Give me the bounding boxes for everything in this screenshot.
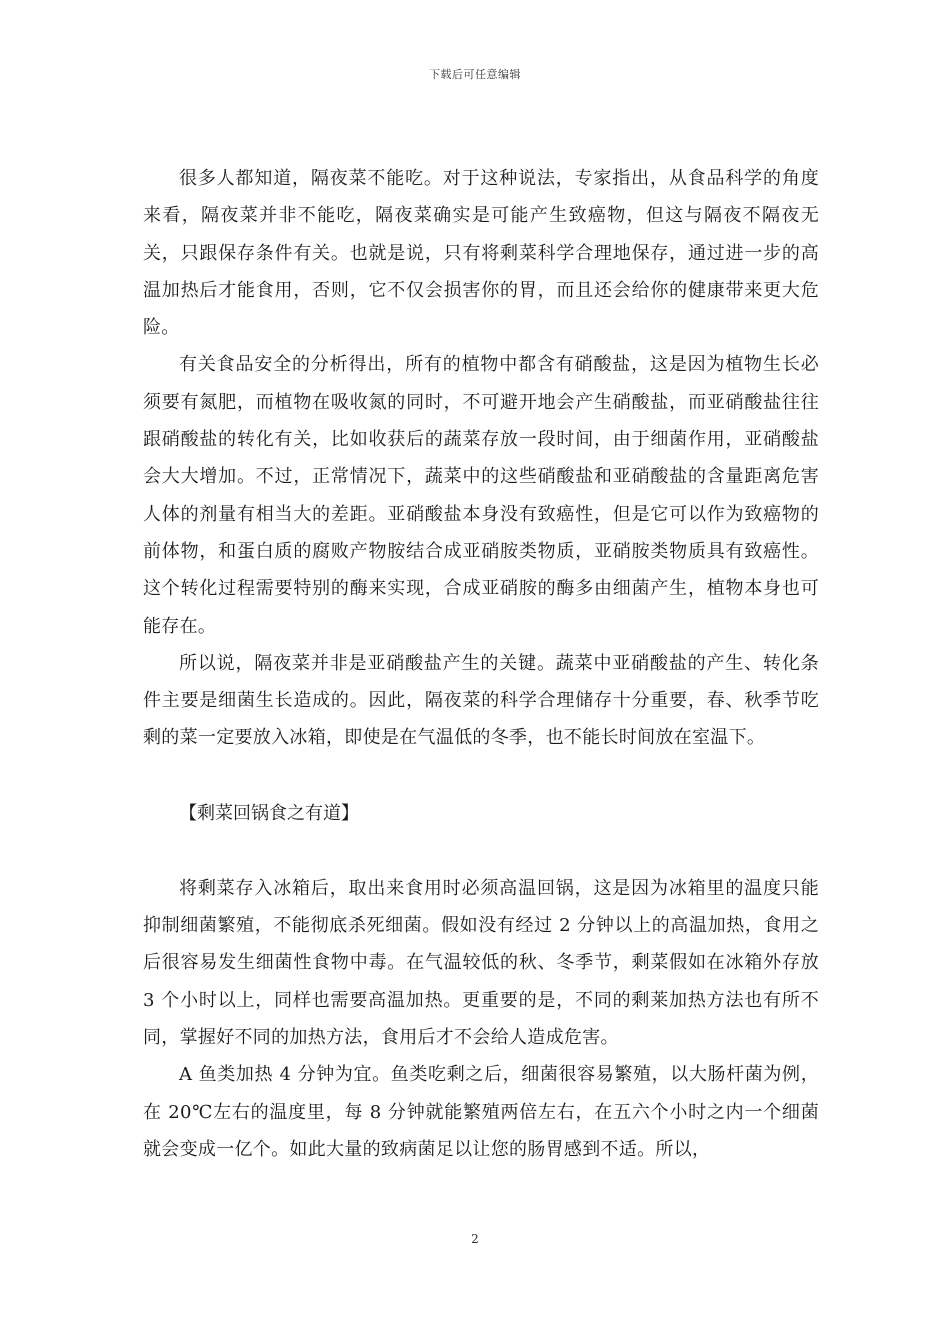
document-body — [143, 160, 819, 1168]
paragraph-4: 将剩菜存入冰箱后，取出来食用时必须高温回锅，这是因为冰箱里的温度只能抑制细菌繁殖，不能彻底杀死细菌。假如没有经过 2 分钟以上的高温加热，食用之后很容易发生细菌性食物中毒。在气温较低的秋、冬季节，剩菜假如在冰箱外存放 3 个小时以上，同样也需要高温加热。更重要的是，不同的剩莱加热方法也有所不同，掌握好不同的加热方法，食用后才不会给人造成危害。 — [143, 877, 819, 1048]
paragraph-2: 有关食品安全的分析得出，所有的植物中都含有硝酸盐，这是因为植物生长必须要有氮肥，而植物在吸收氮的同时，不可避开地会产生硝酸盐，而亚硝酸盐往往跟硝酸盐的转化有关，比如收获后的蔬菜存放一段时间，由于细菌作用，亚硝酸盐会大大增加。不过，正常情况下，蔬菜中的这些硝酸盐和亚硝酸盐的含量距离危害人体的剂量有相当大的差距。亚硝酸盐本身没有致癌性，但是它可以作为致癌物的前体物，和蛋白质的腐败产物胺结合成亚硝胺类物质，亚硝胺类物质具有致癌性。这个转化过程需要特别的酶来实现，合成亚硝胺的酶多由细菌产生，植物本身也可能存在。 — [143, 354, 819, 637]
paragraph-5: A 鱼类加热 4 分钟为宜。鱼类吃剩之后，细菌很容易繁殖，以大肠杆菌为例，在 20℃左右的温度里，每 8 分钟就能繁殖两倍左右，在五六个小时之内一个细菌就会变成一亿个。如此大量的致病菌足以让您的肠胃感到不适。所以， — [143, 1064, 819, 1160]
page-header: 下载后可任意编辑 — [429, 68, 521, 81]
section-heading: 【剩菜回锅食之有道】 — [179, 802, 359, 824]
page-number: 2 — [471, 1232, 479, 1246]
paragraph-1: 很多人都知道，隔夜菜不能吃。对于这种说法，专家指出，从食品科学的角度来看，隔夜菜并非不能吃，隔夜菜确实是可能产生致癌物，但这与隔夜不隔夜无关，只跟保存条件有关。也就是说，只有将剩菜科学合理地保存，通过进一步的高温加热后才能食用，否则，它不仅会损害你的胃，而且还会给你的健康带来更大危险。 — [143, 168, 819, 339]
paragraph-3: 所以说，隔夜菜并非是亚硝酸盐产生的关键。蔬菜中亚硝酸盐的产生、转化条件主要是细菌生长造成的。因此，隔夜菜的科学合理储存十分重要，春、秋季节吃剩的菜一定要放入冰箱，即使是在气温低的冬季，也不能长时间放在室温下。 — [143, 652, 819, 749]
